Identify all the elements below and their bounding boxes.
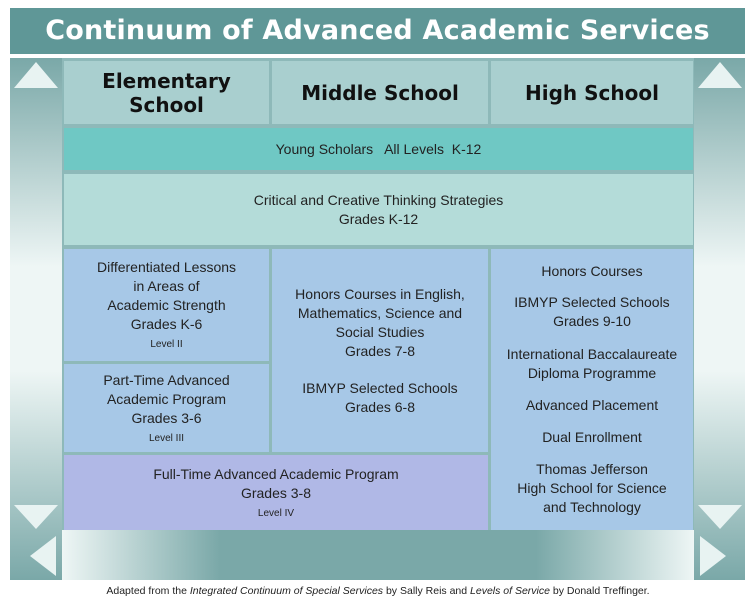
high-ibmyp-grades: Grades 9-10: [553, 313, 631, 329]
level-iv-grades: Grades 3-8: [240, 484, 312, 501]
header-middle-school: Middle School: [272, 61, 488, 124]
down-arrow-right-icon: [698, 505, 742, 529]
level-iii-line: Part-Time Advanced: [103, 371, 230, 388]
left-arrow-icon: [30, 536, 56, 576]
level-ii-line: in Areas of: [133, 278, 200, 294]
level-ii-label: Level II: [150, 339, 183, 350]
footer-source-title: Levels of Service: [470, 585, 550, 597]
level-iv-label: Level IV: [257, 507, 295, 519]
header-high-school: High School: [491, 61, 693, 124]
middle-honors-line: Mathematics, Science and: [297, 304, 463, 321]
level-ii-grades: Grades K-6: [130, 316, 203, 332]
header-elementary-school: Elementary School: [64, 61, 269, 124]
middle-ibmyp-line: IBMYP Selected Schools: [302, 379, 458, 396]
bottom-bar: [62, 530, 694, 580]
high-ibmyp-line: IBMYP Selected Schools: [514, 294, 670, 310]
diagram-title: Continuum of Advanced Academic Services: [10, 8, 745, 54]
level-iv-box: [64, 455, 488, 530]
footer-source-title: Integrated Continuum of Special Services: [189, 585, 384, 597]
footer-text: by Donald Treffinger.: [549, 585, 650, 597]
level-iii-label: Level III: [148, 432, 185, 444]
high-ib-line: Diploma Programme: [527, 365, 657, 381]
middle-honors-line: Social Studies: [335, 323, 425, 340]
level-iii-line: Academic Program: [106, 390, 227, 407]
young-scholars-label: Young Scholars All Levels K-12: [275, 140, 482, 157]
critical-thinking-band: [64, 174, 693, 245]
down-arrow-left-icon: [14, 505, 58, 529]
right-arrow-icon: [700, 536, 726, 576]
critical-thinking-title: Critical and Creative Thinking Strategies: [253, 191, 504, 208]
high-tj-line: Thomas Jefferson: [536, 461, 648, 477]
footer-text: Adapted from the: [106, 585, 190, 597]
right-side-bar: [694, 58, 745, 580]
high-honors: Honors Courses: [541, 263, 643, 279]
footer-text: by Sally Reis and: [383, 585, 471, 597]
level-iv-title: Full-Time Advanced Academic Program: [153, 465, 399, 482]
up-arrow-left-icon: [14, 62, 58, 88]
high-advanced-placement: Advanced Placement: [525, 397, 659, 413]
level-ii-box: [64, 249, 269, 361]
up-arrow-right-icon: [698, 62, 742, 88]
level-ii-line: Academic Strength: [107, 297, 226, 313]
attribution-footer: [0, 585, 756, 605]
level-ii-line: Differentiated Lessons: [96, 259, 237, 275]
middle-honors-line: Honors Courses in English,: [295, 285, 465, 302]
high-tj-line: High School for Science: [517, 480, 667, 496]
level-iii-box: [64, 364, 269, 452]
high-tj-line: and Technology: [543, 499, 641, 515]
critical-thinking-grades: Grades K-12: [338, 210, 419, 227]
level-iii-grades: Grades 3-6: [131, 409, 202, 426]
high-school-services-box: [491, 249, 693, 530]
middle-school-services-box: [272, 249, 488, 452]
high-dual-enrollment: Dual Enrollment: [542, 429, 642, 445]
high-ib-line: International Baccalaureate: [506, 346, 678, 362]
young-scholars-band: [64, 128, 693, 170]
left-side-bar: [10, 58, 62, 580]
middle-honors-grades: Grades 7-8: [344, 342, 416, 359]
middle-ibmyp-grades: Grades 6-8: [344, 398, 416, 415]
